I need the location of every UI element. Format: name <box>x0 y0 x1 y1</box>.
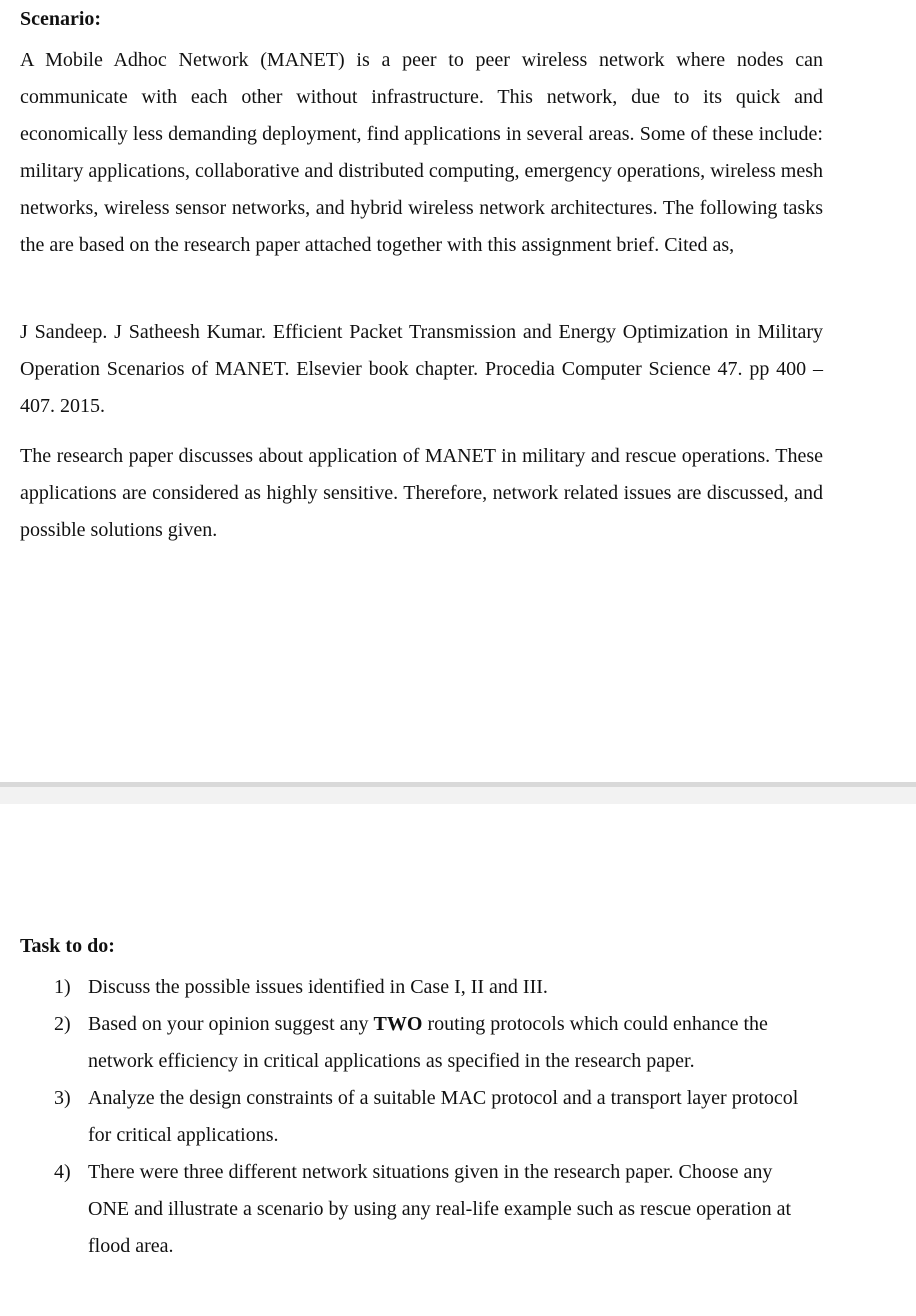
discussion-paragraph: The research paper discusses about application of MANET in military and rescue operations. These applications are considered as highly sensitive. Therefore, network related issues are discussed, and possible solutions given. <box>20 445 823 541</box>
task-item-4 <box>54 1154 814 1265</box>
task-item-1 <box>54 969 814 1006</box>
tasks-heading: Task to do: <box>20 935 115 957</box>
task-text-post: routing protocols which could enhance the network efficiency in critical applications as specified in the research paper. <box>88 1013 768 1072</box>
task-number: 1) <box>54 976 71 998</box>
page-separator <box>0 782 916 804</box>
task-number: 4) <box>54 1161 71 1183</box>
scenario-intro-paragraph: A Mobile Adhoc Network (MANET) is a peer to peer wireless network where nodes can communicate with each other without infrastructure. This network, due to its quick and economically less demanding deployment, find applications in several areas. Some of these include: military applications, collaborative and distributed computing, emergency operations, wireless mesh networks, wireless sensor networks, and hybrid wireless network architectures. The following tasks the are based on the research paper attached together with this assignment brief. Cited as, <box>20 49 823 256</box>
task-list <box>54 969 814 1265</box>
task-text-pre: Based on your opinion suggest any <box>88 1013 374 1035</box>
task-text: There were three different network situations given in the research paper. Choose any ONE and illustrate a scenario by using any real-life example such as rescue operation at flood area. <box>88 1161 792 1257</box>
task-number: 3) <box>54 1087 71 1109</box>
scenario-heading: Scenario: <box>20 8 102 30</box>
task-text: Discuss the possible issues identified in Case I, II and III. <box>88 976 548 998</box>
task-item-2 <box>54 1006 814 1080</box>
task-text-bold: TWO <box>373 1013 423 1035</box>
task-number: 2) <box>54 1013 71 1035</box>
task-item-3 <box>54 1080 814 1154</box>
citation-paragraph: J Sandeep. J Satheesh Kumar. Efficient Packet Transmission and Energy Optimization in Military Operation Scenarios of MANET. Elsevier book chapter. Procedia Computer Science 47. pp 400 – 407. 2015. <box>20 321 823 417</box>
task-text: Analyze the design constraints of a suitable MAC protocol and a transport layer protocol for critical applications. <box>88 1087 799 1146</box>
